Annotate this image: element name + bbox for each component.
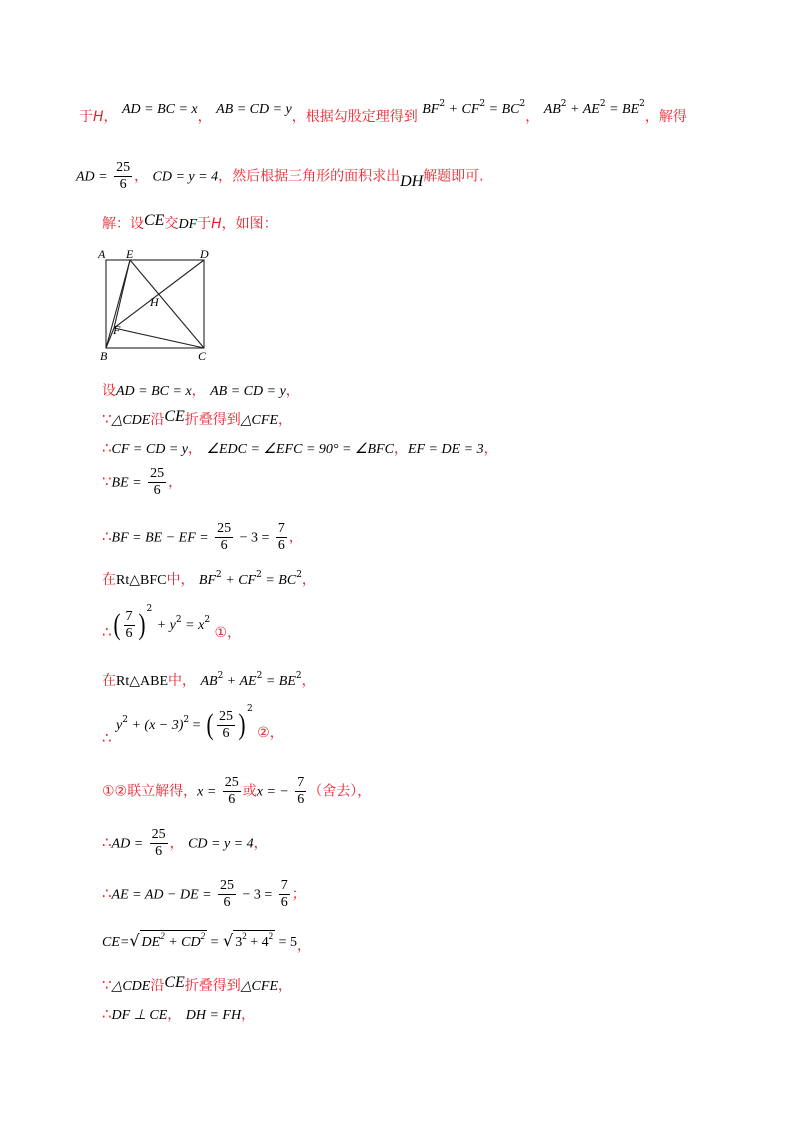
comma: ， — [278, 412, 292, 428]
term: − 3 = — [239, 530, 270, 546]
numerator: 25 — [220, 878, 235, 893]
text: 沿 — [150, 412, 165, 428]
sq: 2 — [204, 615, 211, 625]
term: x = — [197, 784, 217, 800]
term: CF = CD = y — [111, 442, 188, 457]
text: 中， — [168, 673, 196, 689]
term: CE — [144, 212, 165, 229]
text: 解题即可. — [423, 168, 484, 185]
step-12 — [102, 878, 306, 911]
label-c: C — [198, 349, 207, 363]
text-solve: ，解得 — [644, 109, 687, 125]
comma: ， — [188, 441, 202, 457]
comma: ， — [168, 474, 183, 491]
term: EF = DE = 3 — [407, 442, 484, 457]
term: + (x − 3) — [127, 718, 184, 733]
step-10 — [102, 775, 371, 808]
denominator: 6 — [218, 894, 236, 911]
text: 在 — [102, 572, 116, 588]
fraction — [295, 775, 306, 808]
sq: 2 — [256, 671, 263, 681]
comma: ， — [288, 529, 303, 546]
term: BE = — [111, 475, 142, 491]
step-8 — [102, 670, 316, 690]
sq: 2 — [175, 615, 182, 625]
fraction — [223, 775, 241, 808]
sq: 2 — [242, 931, 247, 941]
term: Rt△BFC — [116, 573, 167, 588]
term: DH = FH — [185, 1008, 242, 1023]
term: AD = — [76, 169, 108, 185]
numerator: 25 — [151, 827, 166, 842]
paren-left: ( — [206, 708, 214, 741]
numerator: 25 — [150, 466, 165, 481]
numerator: 25 — [224, 775, 239, 790]
expr-ab-cd-y: AB = CD = y — [216, 102, 292, 117]
step-9 — [102, 704, 284, 747]
text: （舍去）， — [308, 783, 372, 800]
fraction — [218, 878, 236, 911]
sq: 2 — [216, 570, 222, 580]
term: = BC — [261, 573, 297, 588]
because-symbol: ∵ — [102, 472, 112, 491]
term: = BC — [485, 102, 520, 117]
sq: 2 — [639, 99, 645, 109]
term: CD = y = 4 — [152, 169, 219, 185]
therefore-symbol: ∴ — [102, 439, 112, 457]
term: = BE — [605, 102, 640, 117]
term: BF = BE − EF = — [111, 530, 209, 546]
eq-abe — [544, 101, 645, 117]
comma: ， — [525, 109, 540, 125]
sq: 2 — [560, 99, 567, 109]
term: CE — [164, 408, 185, 425]
term: + AE — [566, 102, 600, 117]
term: + CF — [445, 102, 480, 117]
step-15 — [102, 1004, 255, 1024]
sq: 2 — [599, 99, 606, 109]
term: DF — [178, 217, 198, 232]
term: ∠EDC = ∠EFC = 90° = ∠BFC — [206, 442, 394, 457]
paren-left: ( — [113, 608, 121, 641]
sq: 2 — [217, 671, 224, 681]
text: 中， — [166, 572, 195, 588]
text: H — [211, 216, 222, 232]
term: BF — [422, 102, 440, 117]
denominator: 6 — [280, 895, 288, 910]
comma: ， — [297, 938, 311, 954]
term: AD = BC = x — [116, 384, 192, 399]
denominator: 6 — [150, 843, 168, 860]
term: CE= — [102, 935, 130, 950]
comma: ， — [301, 673, 316, 689]
comma: ， — [197, 109, 212, 125]
denominator: 6 — [125, 625, 133, 641]
term: = 5 — [275, 935, 297, 950]
text: ，如图： — [221, 216, 278, 232]
label-d: D — [200, 247, 209, 261]
point-h: H — [93, 109, 104, 125]
text: 折叠得到 — [184, 412, 241, 428]
term: AD = — [111, 836, 144, 852]
comma: ， — [269, 725, 284, 741]
label-b: B — [100, 349, 108, 363]
radicand — [233, 930, 275, 951]
step-13 — [102, 930, 311, 954]
comma: ， — [167, 1007, 182, 1023]
radical-sign: √ — [129, 931, 140, 950]
text: 设 — [102, 383, 116, 399]
term: = x — [181, 618, 205, 633]
text: ①②联立解得， — [102, 783, 198, 800]
term: △CDE — [111, 413, 151, 428]
fraction — [276, 521, 287, 554]
comma: ， — [483, 441, 498, 457]
sq: 2 — [246, 704, 253, 714]
step-6 — [102, 569, 316, 589]
comma: ， — [393, 441, 408, 457]
step-14 — [102, 975, 292, 995]
comma: ， — [227, 625, 242, 641]
step-1 — [102, 380, 300, 400]
term: AB = CD = y — [210, 384, 286, 399]
text: 于 — [197, 216, 212, 232]
numerator: 25 — [217, 521, 232, 536]
comma: ， — [278, 978, 292, 994]
fraction — [279, 878, 290, 911]
term: CE — [164, 974, 185, 991]
text-pythagoras: ，根据勾股定理得到 — [291, 109, 418, 125]
sq: 2 — [479, 99, 486, 109]
sq: 2 — [122, 715, 128, 725]
numerator: 7 — [280, 878, 288, 893]
numerator: 25 — [218, 708, 233, 724]
comma: ， — [134, 168, 149, 185]
therefore-symbol: ∴ — [102, 884, 112, 903]
term: CD = y = 4 — [188, 836, 254, 852]
therefore-symbol: ∴ — [102, 833, 112, 852]
step-11 — [102, 827, 268, 860]
step-4 — [102, 466, 182, 499]
sq: 2 — [439, 99, 446, 109]
segment-ec — [130, 260, 204, 348]
term: DH — [400, 172, 424, 190]
sq: 2 — [146, 604, 153, 614]
because-symbol: ∵ — [102, 410, 112, 428]
term: △CFE — [240, 979, 278, 994]
label-a: A — [98, 247, 106, 261]
text: 在 — [102, 673, 116, 689]
term: △CFE — [240, 413, 278, 428]
denominator: 6 — [148, 482, 166, 499]
radicand — [140, 930, 208, 951]
sq: 2 — [256, 570, 262, 580]
label-f: F — [113, 323, 121, 337]
denominator: 6 — [217, 725, 235, 742]
denominator: 6 — [223, 791, 241, 808]
fraction — [217, 709, 235, 742]
step-3 — [102, 438, 498, 458]
fraction — [215, 521, 233, 554]
text: 解：设 — [102, 216, 144, 232]
fraction — [150, 827, 168, 860]
term: x = − — [256, 784, 289, 800]
therefore-symbol: ∴ — [102, 527, 112, 546]
term: = BE — [262, 674, 296, 689]
circled-two: ② — [257, 725, 270, 741]
text: 交 — [164, 216, 179, 232]
therefore-symbol: ∴ — [102, 623, 112, 641]
label-e: E — [126, 247, 134, 261]
term: DE — [141, 935, 161, 950]
comma: ， — [103, 109, 118, 125]
step-7 — [102, 604, 241, 642]
comma: ， — [241, 1007, 256, 1023]
term: BF — [198, 573, 217, 588]
comma: ， — [253, 835, 268, 852]
text: 或 — [242, 783, 257, 800]
because-symbol: ∵ — [102, 976, 112, 994]
therefore-symbol: ∴ — [102, 1005, 112, 1023]
eq-bfc — [422, 101, 525, 117]
term: + y — [156, 618, 176, 633]
denominator: 6 — [297, 792, 305, 807]
expr-ad-bc-x: AD = BC = x — [121, 102, 198, 117]
segment-fc — [114, 328, 204, 348]
term: AE = AD − DE = — [111, 887, 212, 903]
denominator: 6 — [114, 176, 132, 193]
label-h: H — [150, 295, 159, 309]
semicolon: ； — [291, 886, 306, 903]
numerator: 7 — [277, 521, 285, 536]
term: y — [116, 718, 123, 733]
term: + CF — [221, 573, 257, 588]
paren-right: ) — [238, 708, 246, 741]
solution-header — [102, 213, 278, 233]
term: − 3 = — [242, 887, 273, 903]
text: ，然后根据三角形的面积求出 — [218, 168, 401, 185]
term: AB — [200, 674, 218, 689]
therefore-symbol: ∴ — [102, 729, 112, 747]
step-5 — [102, 521, 303, 554]
sq: 2 — [183, 715, 190, 725]
sq: 2 — [160, 931, 165, 941]
sq: 2 — [268, 931, 274, 941]
sq: 2 — [296, 570, 302, 580]
comma: ， — [169, 835, 184, 852]
radical-sign: √ — [222, 931, 234, 950]
text: 折叠得到 — [184, 978, 241, 994]
sq: 2 — [200, 931, 206, 941]
sq: 2 — [295, 671, 302, 681]
denominator: 6 — [215, 537, 233, 554]
term: = — [189, 718, 201, 733]
circled-one: ① — [214, 625, 228, 641]
sq: 2 — [519, 99, 526, 109]
numerator: 25 — [116, 160, 131, 175]
numerator: 7 — [297, 775, 305, 790]
numerator: 7 — [125, 608, 133, 624]
text-yu: 于 — [79, 109, 93, 125]
term: DF ⊥ CE — [111, 1008, 168, 1023]
paren-right: ) — [138, 608, 146, 641]
comma: ， — [191, 383, 206, 399]
term: 3 — [235, 935, 243, 950]
intro-line-2 — [76, 160, 484, 193]
geometry-figure — [96, 246, 216, 364]
term: AB — [543, 102, 561, 117]
step-2 — [102, 409, 292, 429]
fraction — [114, 160, 132, 193]
term: + CD — [164, 935, 201, 950]
text: 沿 — [150, 978, 165, 994]
fraction — [148, 466, 166, 499]
term: + 4 — [246, 935, 269, 950]
comma: ， — [301, 572, 316, 588]
term: Rt△ABE — [116, 674, 168, 689]
term: = — [207, 935, 219, 950]
denominator: 6 — [277, 538, 285, 553]
fraction — [124, 609, 135, 642]
term: △CDE — [111, 979, 151, 994]
intro-line-1 — [79, 99, 687, 126]
term: + AE — [223, 674, 257, 689]
comma: ， — [285, 383, 300, 399]
